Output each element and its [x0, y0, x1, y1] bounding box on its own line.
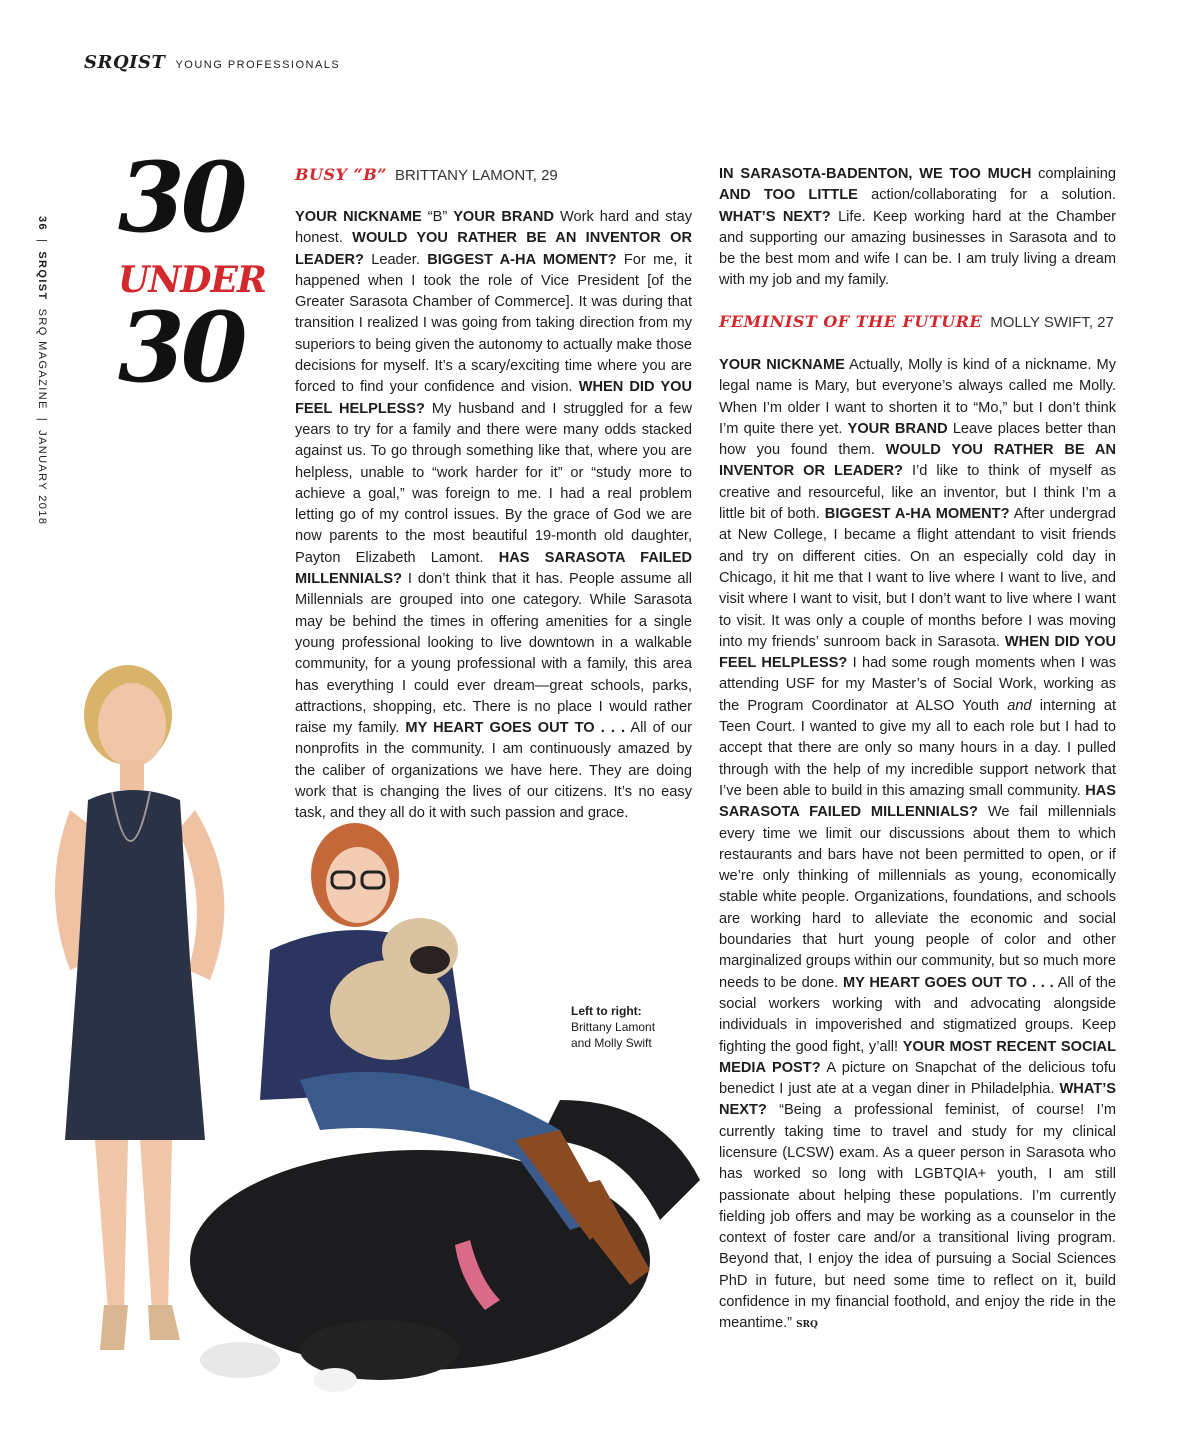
title-number-top: 30 [118, 141, 244, 254]
profile-headline [719, 312, 1114, 331]
spine-divider: | [36, 239, 48, 244]
spine-brand: SRQIST [36, 251, 48, 301]
question: YOUR MOST RECENT SOCIAL MEDIA POST? [719, 1038, 1116, 1076]
caption-label: Left to right: [571, 1004, 642, 1018]
question: MY HEART GOES OUT TO . . . [842, 974, 1054, 991]
answer: interning at Teen Court. I wanted to give my all to each role but I had to accept that there are only so many hours in a day. I pulled through with the help of my incredible support network that I’ve been able to build in this amazing small community. [719, 697, 1116, 799]
profile-headline [295, 165, 558, 184]
spine-divider: | [36, 417, 48, 423]
question: YOUR BRAND [453, 209, 555, 225]
caption-line: Brittany Lamont [571, 1020, 656, 1034]
answer-emphasis: and [1007, 697, 1032, 714]
answer: My husband and I struggled for a few years to try for a family and there were many odds stacked against us. To go through something like that, where you are helpless, unable to “work harder for it” or “study more to achieve a goal,” was foreign to me. I had a real problem letting go of my control issues. By the grace of God we are now parents to the most beautiful 19-month old daughter, Payton Elizabeth Lamont. [295, 400, 692, 566]
question: AND TOO LITTLE [719, 187, 858, 204]
answer: Leader. [363, 251, 428, 268]
question: WOULD YOU RATHER BE AN INVENTOR OR LEADER? [719, 442, 1116, 480]
answer: Life. Keep working hard at the Chamber and supporting our amazing businesses in Sarasota and to be the best mom and wife I can be. I am truly living a dream with my job and my family. [719, 208, 1116, 289]
answer: complaining [1031, 166, 1116, 182]
end-mark: SRQ [796, 1320, 818, 1331]
profile-body-column [719, 355, 1116, 1337]
answer: “Being a professional feminist, of course! I’m currently taking time to travel and study for my clinical licensure (LCSW) exam. As a queer person in Sarasota who has worked so long with LGBTQIA+ youth, I am still passionate about helping these populations. I’m currently fielding job offers and may be working as a counselor in the context of foster care and/or a transitional living program. Beyond that, I enjoy the idea of pursuing a Social Sciences PhD in future, but need some time to reflect on it, build confidence in my financial foothold, and enjoy the ride in the meantime.” [719, 1102, 1116, 1332]
question: IN SARASOTA-BADENTON, WE TOO MUCH [719, 166, 1032, 182]
question: WHAT’S NEXT? [719, 1081, 1116, 1119]
brand-logo: SRQIST [84, 52, 166, 73]
question: HAS SARASOTA FAILED MILLENNIALS? [295, 549, 692, 588]
answer: We fail millennials every time we limit our discussions about them to which restaurants and bars have not been permitted to open, or if we’re only thinking of millennials as young, economically stable white people. Organizations, foundations, and schools are working hard to alleviate the economic and social boundaries that hurt young people of color and other marginalized groups within our community, but so much more needs to be done. [719, 804, 1116, 991]
question: YOUR BRAND [847, 420, 948, 437]
title-number-bottom: 30 [118, 291, 244, 404]
answer: Actually, Molly is kind of a nickname. My legal name is Mary, but everyone’s always called me Molly. When I’m older I want to shorten it to “Mo,” but I don’t think I’m quite there yet. [719, 357, 1116, 437]
answer: All of our nonprofits in the community. I am continuously amazed by the caliber of organizations we have here. They are doing work that is changing the lives of our citizens. It’s no easy task, and they all do it with such passion and grace. [295, 720, 692, 822]
section-label: YOUNG PROFESSIONALS [175, 59, 341, 71]
profile-body-continued [719, 164, 1116, 292]
answer: After undergrad at New College, I became a flight attendant to visit friends and try on different cities. On an especially cold day in Chicago, it hit me that I want to live where I want to live, and visit where I want to visit, but I don’t want to live where I want to visit. It was only a couple of months before I was moving into my friends’ sunroom back in Sarasota. [719, 506, 1116, 650]
page-header [84, 52, 340, 73]
answer: I don’t think that it has. People assume all Millennials are grouped into one category. While Sarasota may be behind the times in offering amenities for a single young professional looking to live downtown in a walkable community, for a young professional with a family, this area has everything I could ever dream—great schools, parks, attractions, shopping, etc. There is no place I would rather raise my family. [295, 571, 692, 737]
question: BIGGEST A-HA MOMENT? [427, 251, 617, 268]
photo-caption [571, 1003, 655, 1051]
page-spine [28, 216, 48, 526]
answer: Work hard and stay honest. [295, 209, 692, 247]
answer: All of the social workers working with and advocating alongside individuals in impoverished and stigmatized groups. Keep fighting the good fight, y’all! [719, 974, 1116, 1055]
question: YOUR NICKNAME [295, 209, 422, 225]
question: MY HEART GOES OUT TO . . . [405, 720, 626, 737]
answer: For me, it happened when I took the role of Vice President [of the Greater Sarasota Chamber of Commerce]. It was during that transition I realized I was going from taking direction from my superiors to being given the autonomy to actually make those decisions for myself. It’s a scary/exciting time where you are forced to find your confidence and vision. [295, 251, 692, 396]
question: YOUR NICKNAME [719, 357, 845, 373]
answer: A picture on Snapchat of the delicious tofu benedict I just ate at a vegan diner in Philadelphia. [719, 1059, 1116, 1098]
answer: I had some rough moments when I was attending USF for my Master’s of Social Work, working as the Program Coordinator at ALSO Youth [719, 655, 1117, 714]
spine-issue: JANUARY 2018 [36, 430, 48, 526]
page-number: 36 [36, 216, 48, 232]
title-under: UNDER [118, 259, 266, 301]
spine-magazine: SRQ MAGAZINE [36, 308, 48, 410]
answer: “B” [421, 209, 454, 225]
question: BIGGEST A-HA MOMENT? [824, 506, 1010, 523]
question: WHEN DID YOU FEEL HELPLESS? [719, 633, 1116, 672]
question: HAS SARASOTA FAILED MILLENNIALS? [719, 782, 1116, 821]
caption-line: and Molly Swift [571, 1036, 652, 1050]
answer: Leave places better than how you found them. [719, 420, 1117, 459]
question: WHEN DID YOU FEEL HELPLESS? [295, 379, 692, 417]
question: WHAT’S NEXT? [719, 208, 831, 225]
profile-title: FEMINIST OF THE FUTURE [719, 312, 983, 331]
profile-title: BUSY “B” [295, 165, 387, 184]
answer: action/collaborating for a solution. [857, 187, 1116, 204]
profile-name: BRITTANY LAMONT, 29 [394, 167, 558, 184]
answer: I’d like to think of myself as creative and resourceful, like an inventor, but I think I’m a little bit of both. [719, 463, 1116, 523]
question: WOULD YOU RATHER BE AN INVENTOR OR LEADER? [295, 230, 692, 268]
profile-name: MOLLY SWIFT, 27 [990, 314, 1114, 331]
